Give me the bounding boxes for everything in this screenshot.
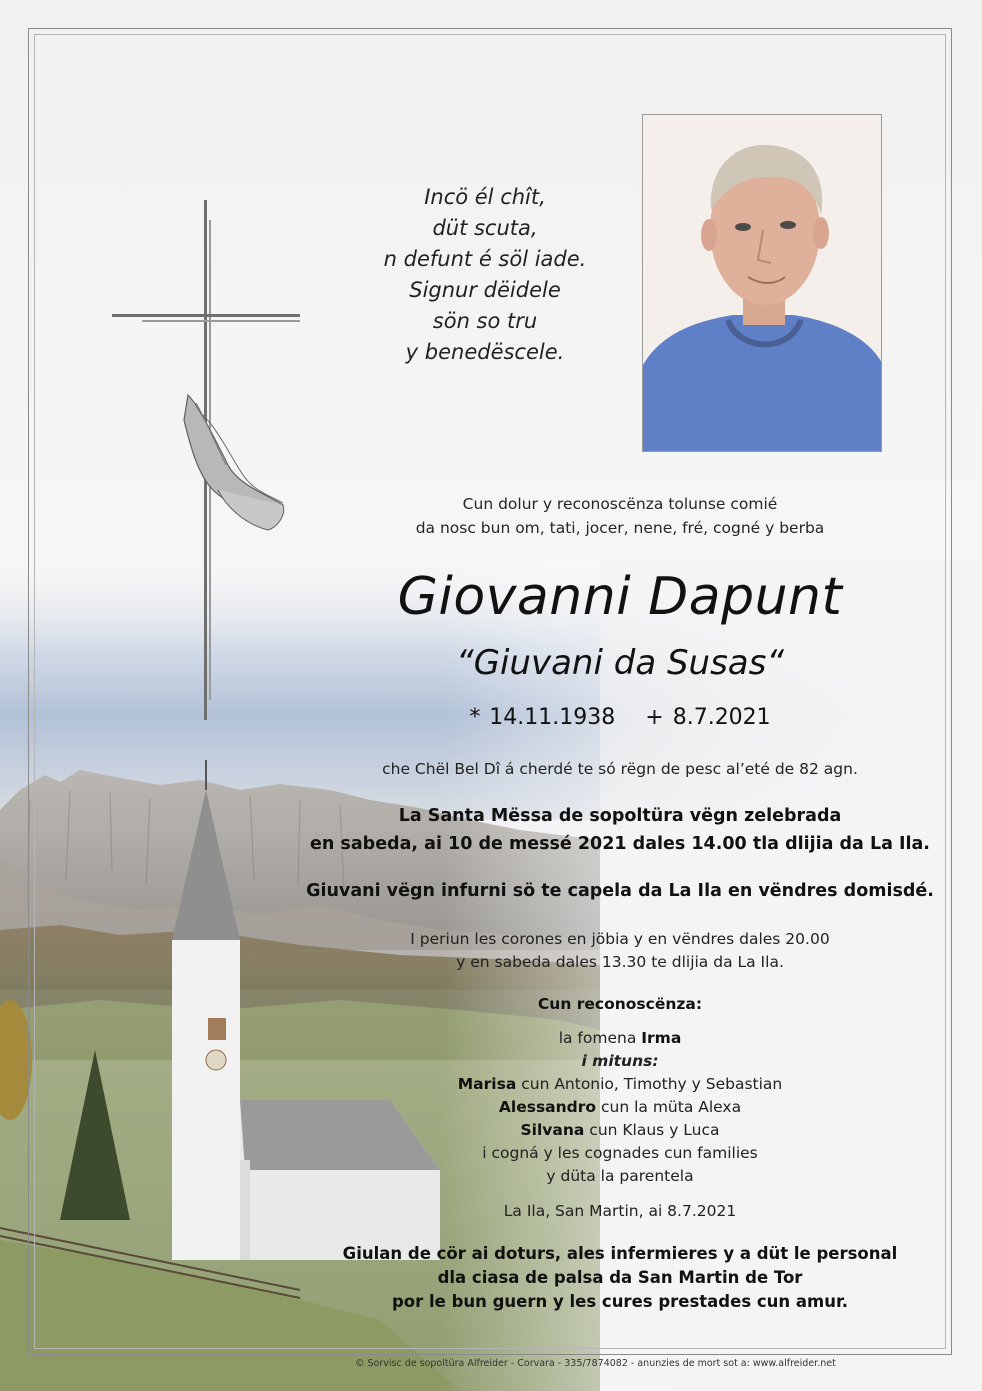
funeral-mass-info: [300, 802, 940, 858]
portrait-photo: [642, 114, 882, 452]
poem-line: y benedëscele.: [405, 340, 565, 364]
inlaws-line: i cogná y les cognades cun families: [482, 1144, 758, 1162]
birth-date: * 14.11.1938: [469, 705, 616, 730]
mourners-list: [300, 1027, 940, 1188]
child-name: Marisa: [457, 1075, 517, 1093]
poem-line: Incö él chît,: [424, 185, 546, 209]
poem: [360, 182, 610, 368]
intro-line: Cun dolur y reconoscënza tolunse comié: [462, 495, 778, 513]
cross-with-praying-hands-icon: [100, 190, 300, 730]
deceased-nickname: “Giuvani da Susas“: [456, 643, 784, 683]
child-line: [300, 1119, 940, 1142]
rosary-info: [300, 928, 940, 974]
mass-line: La Santa Mëssa de sopoltüra vëgn zelebrada: [398, 806, 842, 826]
deceased-name: Giovanni Dapunt: [397, 567, 843, 627]
wife-prefix: la fomena: [558, 1029, 637, 1047]
thanks-line: dla ciasa de palsa da San Martin de Tor: [437, 1268, 803, 1287]
mass-line: en sabeda, ai 10 de messé 2021 dales 14.00 tla dlijia da La Ila.: [310, 834, 930, 854]
rosary-line: y en sabeda dales 13.30 te dlijia da La Ila.: [456, 953, 784, 971]
thanks-line: por le bun guern y les cures prestades cun amur.: [391, 1292, 849, 1311]
mourners-title: Cun reconoscënza:: [537, 995, 703, 1013]
poem-line: Signur dëidele: [409, 278, 561, 302]
poem-line: n defunt é söl iade.: [383, 247, 587, 271]
intro-text: [300, 492, 940, 540]
child-name: Alessandro: [498, 1098, 597, 1116]
child-family: cun Antonio, Timothy y Sebastian: [521, 1075, 783, 1093]
child-name: Silvana: [520, 1121, 585, 1139]
wife-name: Irma: [641, 1029, 682, 1047]
place-date: La Ila, San Martin, ai 8.7.2021: [503, 1202, 737, 1220]
children-label-text: i mituns:: [581, 1052, 659, 1070]
thanks-text: [300, 1242, 940, 1314]
intro-line: da nosc bun om, tati, jocer, nene, fré, cogné y berba: [415, 519, 825, 537]
thanks-line: Giulan de cör ai doturs, ales infermieres y a düt le personal: [342, 1244, 898, 1263]
child-family: cun Klaus y Luca: [589, 1121, 720, 1139]
child-family: cun la müta Alexa: [600, 1098, 742, 1116]
footer-credit: © Sorvisc de sopoltüra Alfreider - Corvara - 335/7874082 - anunzies de mort sot a: www.alfreider.net: [355, 1358, 836, 1369]
poem-line: sön so tru: [432, 309, 538, 333]
death-notice-line: che Chël Bel Dî á cherdé te só rëgn de pesc al’eté de 82 agn.: [382, 760, 858, 778]
life-dates: [300, 700, 940, 736]
child-line: [300, 1096, 940, 1119]
wife-line: [300, 1027, 940, 1050]
relatives-line: y düta la parentela: [546, 1167, 694, 1185]
death-date: + 8.7.2021: [645, 705, 771, 730]
children-label: [300, 1050, 940, 1073]
child-line: [300, 1073, 940, 1096]
chapel-info: Giuvani vëgn infurni sö te capela da La Ila en vëndres domisdé.: [306, 881, 934, 901]
rosary-line: I periun les corones en jöbia y en vëndres dales 20.00: [410, 930, 830, 948]
poem-line: düt scuta,: [432, 216, 538, 240]
